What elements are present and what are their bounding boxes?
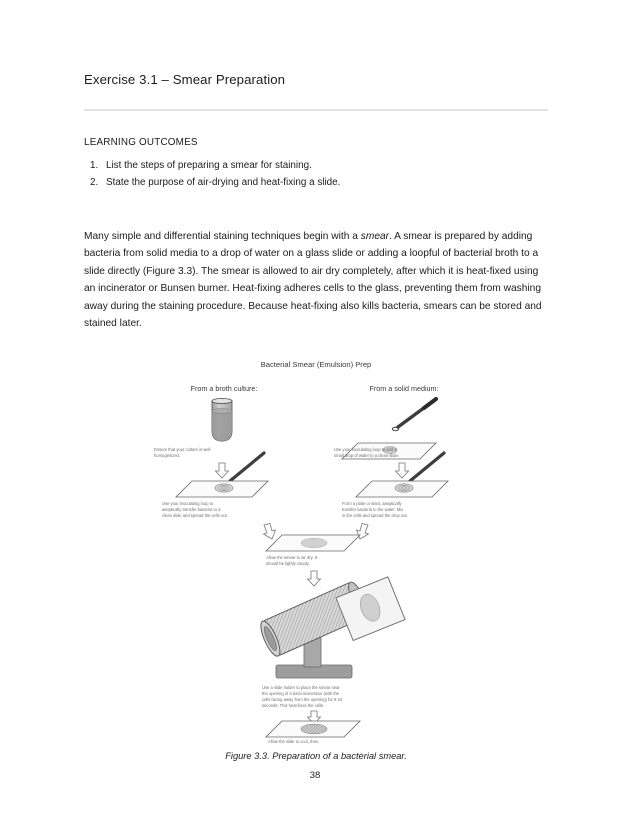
glass-slide-airdry [266,535,360,551]
svg-text:From a plate or slant, aseptic: From a plate or slant, aseptically [342,501,402,506]
list-item: 2. State the purpose of air-drying and heat-fixing a slide. [101,176,548,190]
svg-text:Allow the slide to cool, then: Allow the slide to cool, then [268,739,319,744]
learning-outcomes-heading: LEARNING OUTCOMES [84,137,198,148]
inoculating-loop-left-2 [225,453,265,485]
svg-text:Allow the smear to air dry. It: Allow the smear to air dry. It [266,555,318,560]
arrow-down-airdry [308,571,321,586]
caption-solid-step2 [342,501,408,518]
caption-incinerator [262,685,343,708]
svg-text:seconds. This heat-fixes the c: seconds. This heat-fixes the cells. [262,703,325,708]
title-divider [84,109,548,111]
svg-text:the opening of a bacti-inciner: the opening of a bacti-incinerator (with the [262,691,340,696]
caption-cool [268,739,319,744]
page-number: 38 [309,770,321,781]
inoculating-loop-right-1 [392,399,436,431]
arrow-converge-left [264,524,276,540]
svg-text:small drop of water to a clean: small drop of water to a clean slide. [334,453,399,458]
caption-broth-step1 [154,447,210,458]
figure-caption: Figure 3.3. Preparation of a bacterial smear. [225,751,407,761]
body-text-part2: . A smear is prepared by adding bacteria from solid media to a drop of water on a glass slide or adding a loopful of bacterial broth to a slide directly (Figure 3.3). The smear is allowed to air dry completely, after which it is heat-fixed using an incinerator or Bunsen burner. Heat-fixing adheres cells to the glass, preventing them from washing away during the staining procedure. Because heat-fixing also kills bacteria, smears can be stored and stained later. [84,230,542,330]
caption-airdry [266,555,318,566]
glass-slide-left-2 [176,481,268,497]
svg-text:Use your inoculating loop to a: Use your inoculating loop to add a [334,447,397,452]
diagram-column-heading-solid: From a solid medium: [369,384,439,393]
list-item: 1. List the steps of preparing a smear for staining. [101,159,548,173]
diagram-column-heading-broth: From a broth culture: [190,384,258,393]
glass-slide-right-2 [356,481,448,497]
caption-solid-step1 [334,447,399,458]
page-title: Exercise 3.1 – Smear Preparation [84,72,286,87]
glass-slide-final [266,721,360,737]
bacti-incinerator-icon [257,577,405,678]
body-paragraph [84,228,548,333]
svg-text:Use a slide holder to place th: Use a slide holder to place the smear near [262,685,340,690]
arrow-down-broth-1 [216,463,229,478]
svg-text:cells facing away from the ope: cells facing away from the opening) for 5-10 [262,697,343,702]
page-content [84,0,548,761]
svg-text:Use your inoculating loop to: Use your inoculating loop to [162,501,214,506]
svg-text:transfer bacteria to the water: transfer bacteria to the water. Mix [342,507,404,512]
svg-text:Ensure that your culture is we: Ensure that your culture is well [154,447,211,452]
body-emphasis-smear: smear [360,230,390,242]
svg-text:should be lightly cloudy.: should be lightly cloudy. [266,561,310,566]
svg-text:aseptically transfer bacteria: aseptically transfer bacteria to a [162,507,221,512]
svg-text:homogenized.: homogenized. [154,453,181,458]
diagram-title: Bacterial Smear (Emulsion) Prep [260,360,372,369]
svg-text:in the cells and spread the dr: in the cells and spread the drop out. [342,513,408,518]
learning-outcomes-list [84,159,548,191]
arrow-down-solid-1 [396,463,409,478]
test-tube-icon [212,398,232,441]
caption-broth-step2 [162,501,228,518]
body-text-part1: Many simple and differential staining techniques begin with a [84,230,361,242]
figure-3-3 [84,355,548,745]
smear-preparation-diagram [136,355,496,745]
svg-text:clean slide and spread the cel: clean slide and spread the cells out. [162,513,228,518]
